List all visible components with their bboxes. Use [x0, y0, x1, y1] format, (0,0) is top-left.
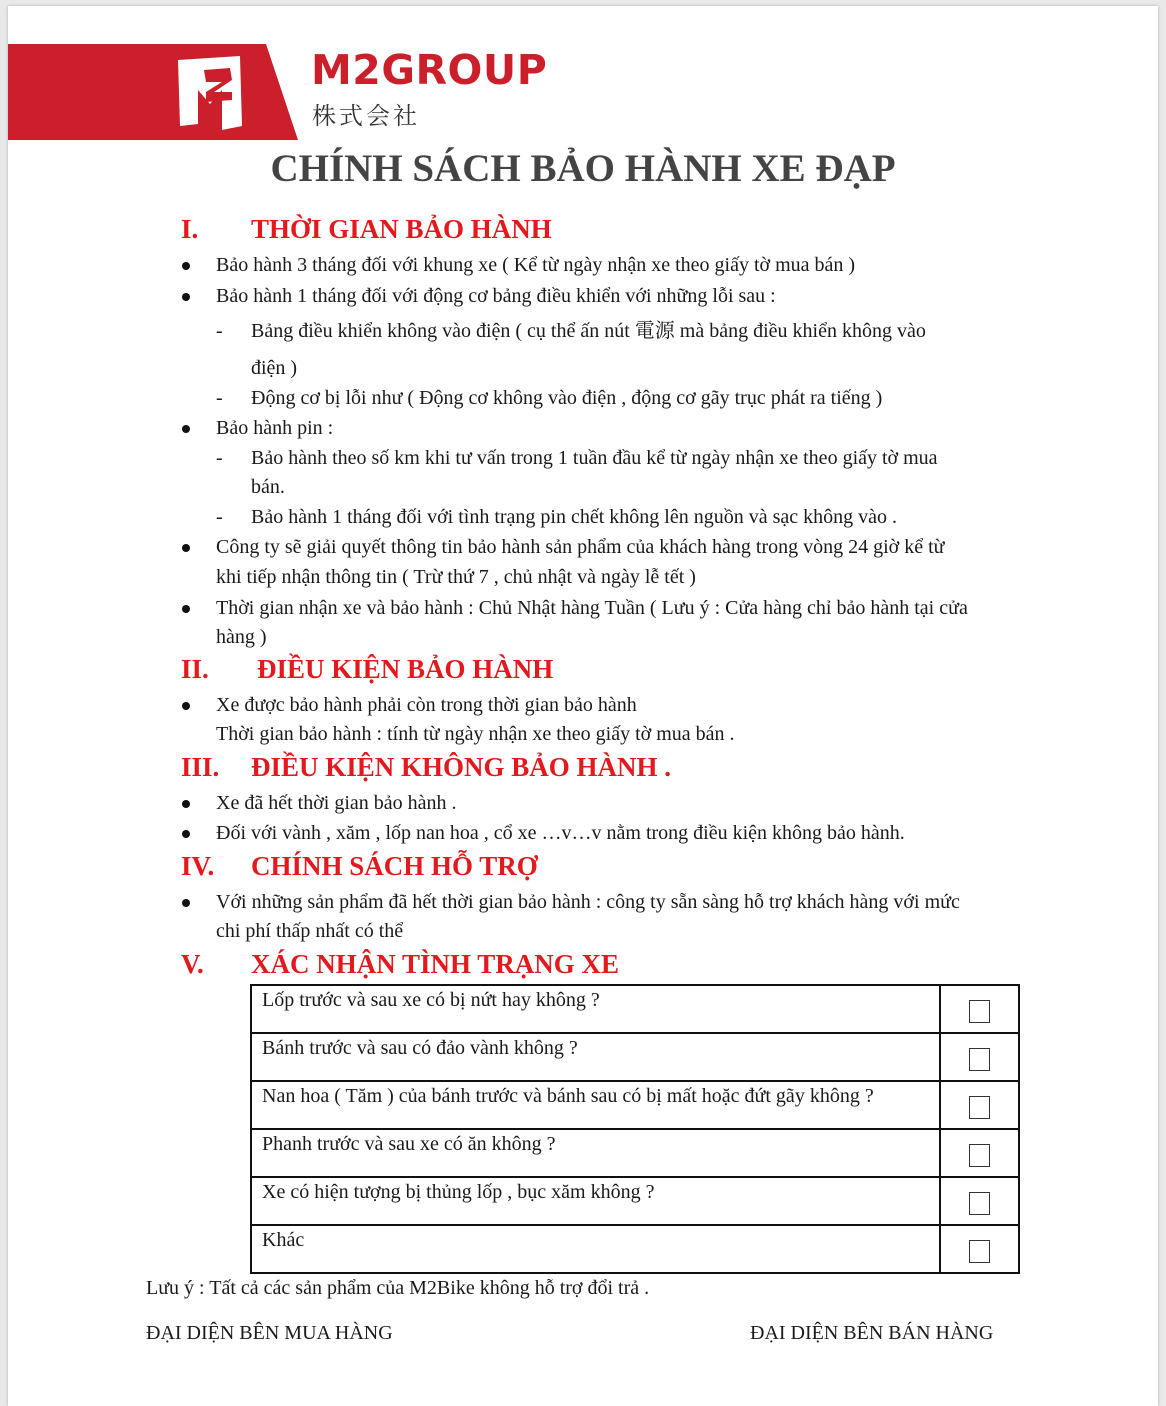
body-line: Bảng điều khiển không vào điện ( cụ thể ấn nút 電源 mà bảng điều khiển không vào: [251, 320, 926, 342]
checkbox[interactable]: [969, 1144, 990, 1167]
body-line: Xe được bảo hành phải còn trong thời gian bảo hành: [216, 694, 637, 716]
checklist-question: Lốp trước và sau xe có bị nứt hay không ?: [251, 985, 940, 1033]
bullet-icon: [182, 262, 190, 270]
checkbox[interactable]: [969, 1240, 990, 1263]
body-line: Bảo hành theo số km khi tư vấn trong 1 tuần đầu kể từ ngày nhận xe theo giấy tờ mua: [251, 447, 938, 469]
checklist-row: [251, 1225, 1019, 1273]
document-title: CHÍNH SÁCH BẢO HÀNH XE ĐẠP: [270, 147, 896, 190]
checkbox[interactable]: [969, 1048, 990, 1071]
body-line: Với những sản phẩm đã hết thời gian bảo hành : công ty sẵn sàng hỗ trợ khách hàng với mức: [216, 891, 960, 913]
body-line: Thời gian bảo hành : tính từ ngày nhận xe theo giấy tờ mua bán .: [216, 723, 735, 745]
dash-icon: -: [216, 447, 223, 469]
checklist-row: [251, 1033, 1019, 1081]
bullet-icon: [182, 899, 190, 907]
section-title: CHÍNH SÁCH HỖ TRỢ: [251, 851, 538, 881]
dash-icon: -: [216, 506, 223, 528]
section-number: V.: [181, 949, 204, 979]
checklist-row: [251, 1129, 1019, 1177]
dash-icon: -: [216, 387, 223, 409]
body-line: Đối với vành , xăm , lốp nan hoa , cổ xe …v…v nằm trong điều kiện không bảo hành.: [216, 822, 905, 844]
checkbox[interactable]: [969, 1192, 990, 1215]
note: Lưu ý : Tất cả các sản phẩm của M2Bike không hỗ trợ đổi trả .: [146, 1277, 650, 1299]
checkbox[interactable]: [969, 1000, 990, 1023]
vehicle-condition-checklist: [250, 984, 1020, 1274]
bullet-icon: [182, 800, 190, 808]
bullet-icon: [182, 425, 190, 433]
body-line: Xe đã hết thời gian bảo hành .: [216, 792, 457, 814]
body-line: Bảo hành pin :: [216, 417, 334, 439]
checklist-question: Khác: [251, 1225, 940, 1273]
company-name: M2GROUP: [311, 46, 548, 94]
checklist-question: Nan hoa ( Tăm ) của bánh trước và bánh sau có bị mất hoặc đứt gãy không ?: [251, 1081, 940, 1129]
body-line: bán.: [251, 476, 285, 498]
company-subtitle: 株式会社: [312, 102, 420, 130]
document-page: [8, 6, 1158, 1406]
body-line: hàng ): [216, 626, 267, 648]
section-title: XÁC NHẬN TÌNH TRẠNG XE: [251, 949, 620, 979]
bullet-icon: [182, 293, 190, 301]
section-title: ĐIỀU KIỆN KHÔNG BẢO HÀNH .: [251, 752, 672, 782]
bullet-icon: [182, 702, 190, 710]
section-number: IV.: [181, 851, 215, 881]
checklist-row: [251, 985, 1019, 1033]
body-line: Thời gian nhận xe và bảo hành : Chủ Nhật hàng Tuần ( Lưu ý : Cửa hàng chỉ bảo hành tại cửa: [216, 597, 968, 619]
checklist-cell: [940, 1129, 1019, 1177]
checklist-question: Xe có hiện tượng bị thủng lốp , bục xăm không ?: [251, 1177, 940, 1225]
checklist-row: [251, 1177, 1019, 1225]
body-line: chi phí thấp nhất có thể: [216, 920, 404, 942]
checklist-cell: [940, 1225, 1019, 1273]
bullet-icon: [182, 830, 190, 838]
checklist-cell: [940, 1177, 1019, 1225]
checklist-cell: [940, 1033, 1019, 1081]
body-line: Động cơ bị lỗi như ( Động cơ không vào điện , động cơ gãy trục phát ra tiếng ): [251, 387, 883, 409]
section-number: III.: [181, 752, 220, 782]
body-line: Bảo hành 1 tháng đối với động cơ bảng điều khiển với những lỗi sau :: [216, 285, 776, 307]
checklist-row: [251, 1081, 1019, 1129]
body-line: điện ): [251, 357, 298, 379]
section-number: II.: [181, 654, 209, 684]
checkbox[interactable]: [969, 1096, 990, 1119]
body-line: khi tiếp nhận thông tin ( Trừ thứ 7 , chủ nhật và ngày lễ tết ): [216, 566, 696, 588]
checklist-question: Bánh trước và sau có đảo vành không ?: [251, 1033, 940, 1081]
section-title: THỜI GIAN BẢO HÀNH: [251, 214, 552, 244]
checklist-cell: [940, 1081, 1019, 1129]
body-line: Công ty sẽ giải quyết thông tin bảo hành sản phẩm của khách hàng trong vòng 24 giờ kể từ: [216, 536, 945, 558]
bullet-icon: [182, 544, 190, 552]
section-title: ĐIỀU KIỆN BẢO HÀNH: [257, 654, 554, 684]
checklist-question: Phanh trước và sau xe có ăn không ?: [251, 1129, 940, 1177]
checklist-cell: [940, 985, 1019, 1033]
body-line: Bảo hành 3 tháng đối với khung xe ( Kể từ ngày nhận xe theo giấy tờ mua bán ): [216, 254, 856, 276]
seller-signature-label: ĐẠI DIỆN BÊN BÁN HÀNG: [750, 1322, 994, 1344]
section-number: I.: [181, 214, 199, 244]
dash-icon: -: [216, 320, 223, 342]
body-line: Bảo hành 1 tháng đối với tình trạng pin chết không lên nguồn và sạc không vào .: [251, 506, 898, 528]
bullet-icon: [182, 605, 190, 613]
logo-banner: [8, 44, 298, 140]
buyer-signature-label: ĐẠI DIỆN BÊN MUA HÀNG: [146, 1322, 393, 1344]
